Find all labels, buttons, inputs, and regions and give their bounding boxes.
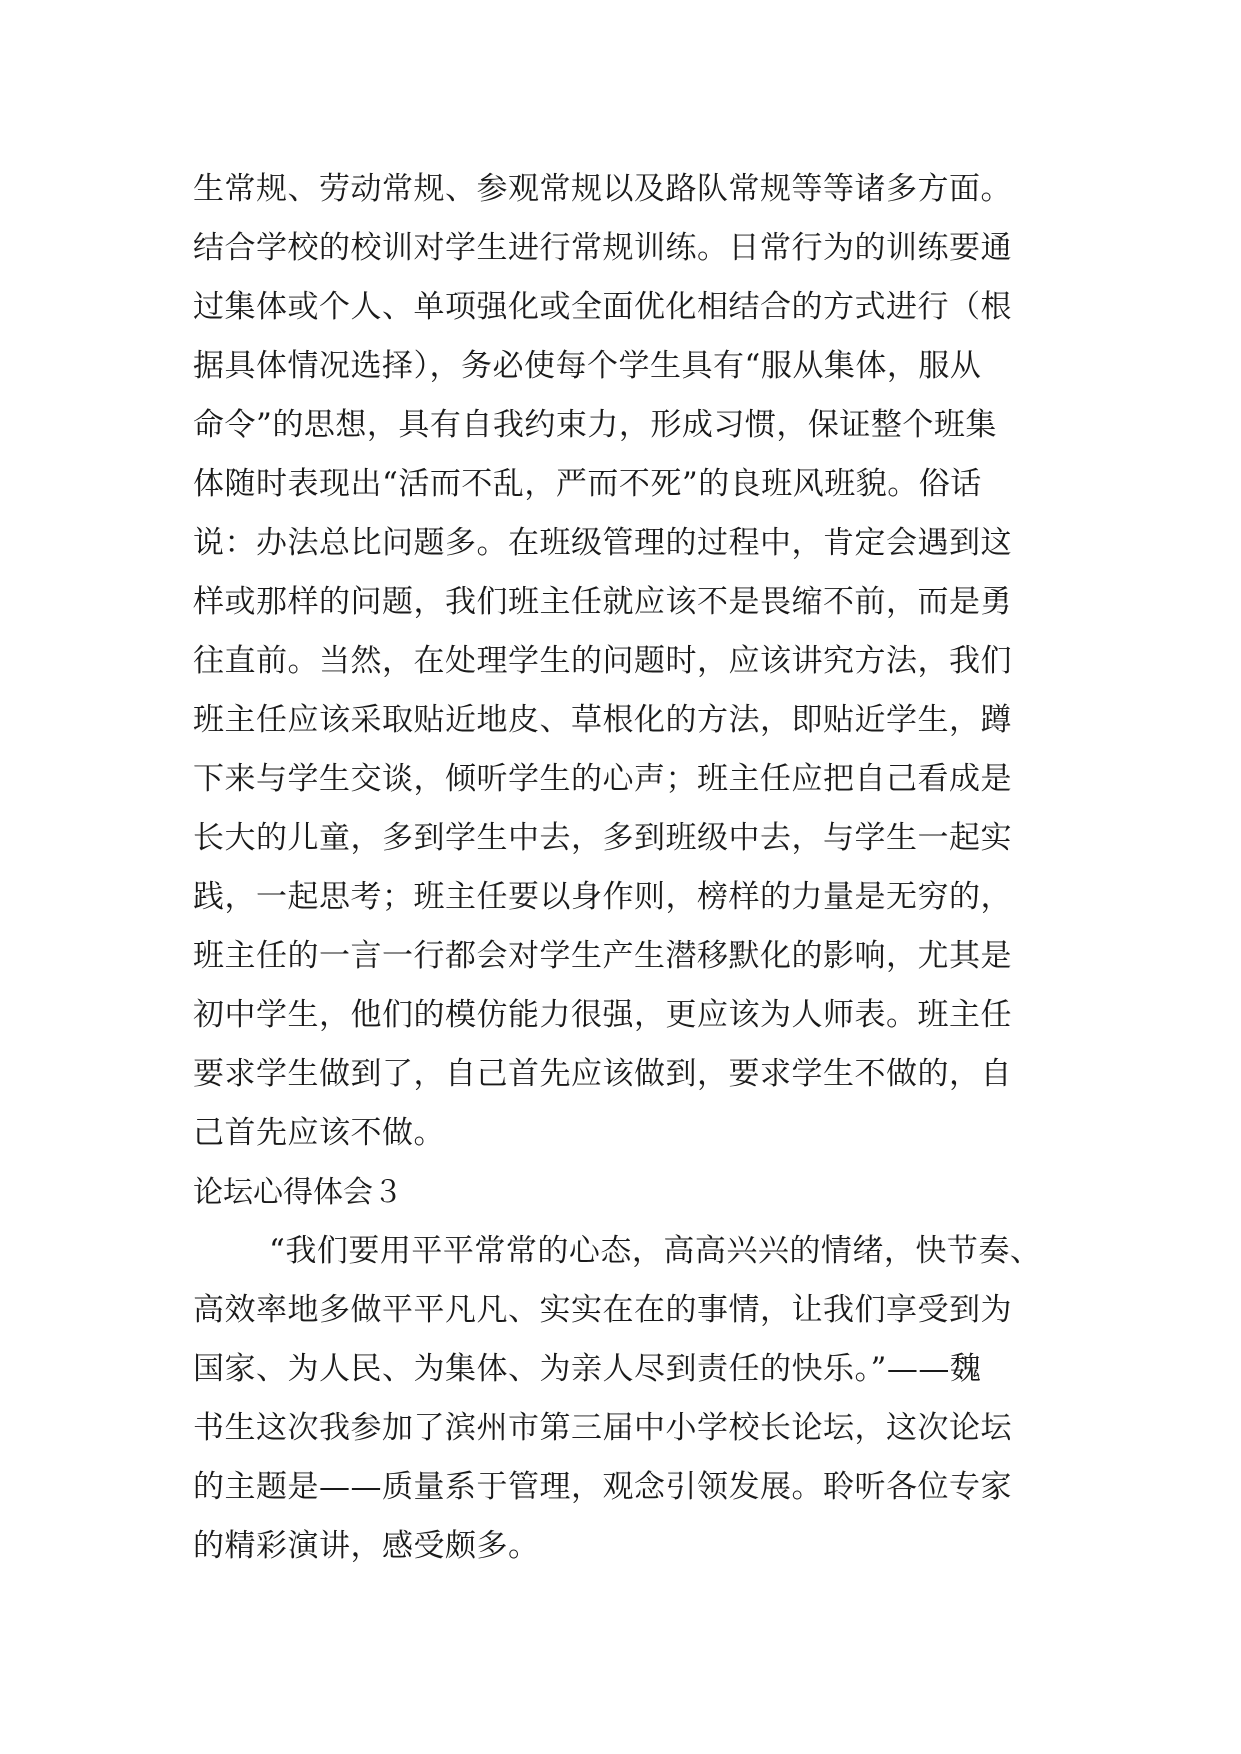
text-line: 命令”的思想，具有自我约束力，形成习惯，保证整个班集 [193,407,997,443]
section-heading: 论坛心得体会３ [193,1175,403,1210]
text-line: 样或那样的问题，我们班主任就应该不是畏缩不前，而是勇 [193,584,1012,620]
text-line: 的精彩演讲，感受颇多。 [193,1528,540,1564]
text-line: 班主任应该采取贴近地皮、草根化的方法，即贴近学生，蹲 [193,702,1012,738]
text-line: 践，一起思考；班主任要以身作则，榜样的力量是无穷的， [193,879,1012,915]
text-line: 体随时表现出“活而不乱，严而不死”的良班风班貌。俗话 [193,466,982,502]
text-line: 说：办法总比问题多。在班级管理的过程中，肯定会遇到这 [193,525,1012,561]
text-line-first: “我们要用平平常常的心态，高高兴兴的情绪，快节奏、 [269,1233,1042,1269]
text-line: 高效率地多做平平凡凡、实实在在的事情，让我们享受到为 [193,1292,1012,1328]
paragraph-continued [193,160,1053,1163]
text-line: 生常规、劳动常规、参观常规以及路队常规等等诸多方面。 [193,171,1012,207]
text-line: 下来与学生交谈，倾听学生的心声；班主任应把自己看成是 [193,761,1012,797]
text-line: 过集体或个人、单项强化或全面优化相结合的方式进行（根 [193,289,1012,325]
text-line: 班主任的一言一行都会对学生产生潜移默化的影响，尤其是 [193,938,1012,974]
text-line: 书生这次我参加了滨州市第三届中小学校长论坛，这次论坛 [193,1410,1012,1446]
text-line: 要求学生做到了，自己首先应该做到，要求学生不做的，自 [193,1056,1012,1092]
paragraph-section-3 [193,1222,1053,1576]
document-body [193,160,1053,1576]
text-line: 己首先应该不做。 [193,1115,445,1151]
text-line: 国家、为人民、为集体、为亲人尽到责任的快乐。”——魏 [193,1351,982,1387]
text-line: 据具体情况选择），务必使每个学生具有“服从集体，服从 [193,348,982,384]
text-line: 结合学校的校训对学生进行常规训练。日常行为的训练要通 [193,230,1012,266]
text-line: 往直前。当然，在处理学生的问题时，应该讲究方法，我们 [193,643,1012,679]
text-line: 长大的儿童，多到学生中去，多到班级中去，与学生一起实 [193,820,1012,856]
text-line: 初中学生，他们的模仿能力很强，更应该为人师表。班主任 [193,997,1012,1033]
text-line: 的主题是——质量系于管理，观念引领发展。聆听各位专家 [193,1469,1012,1505]
